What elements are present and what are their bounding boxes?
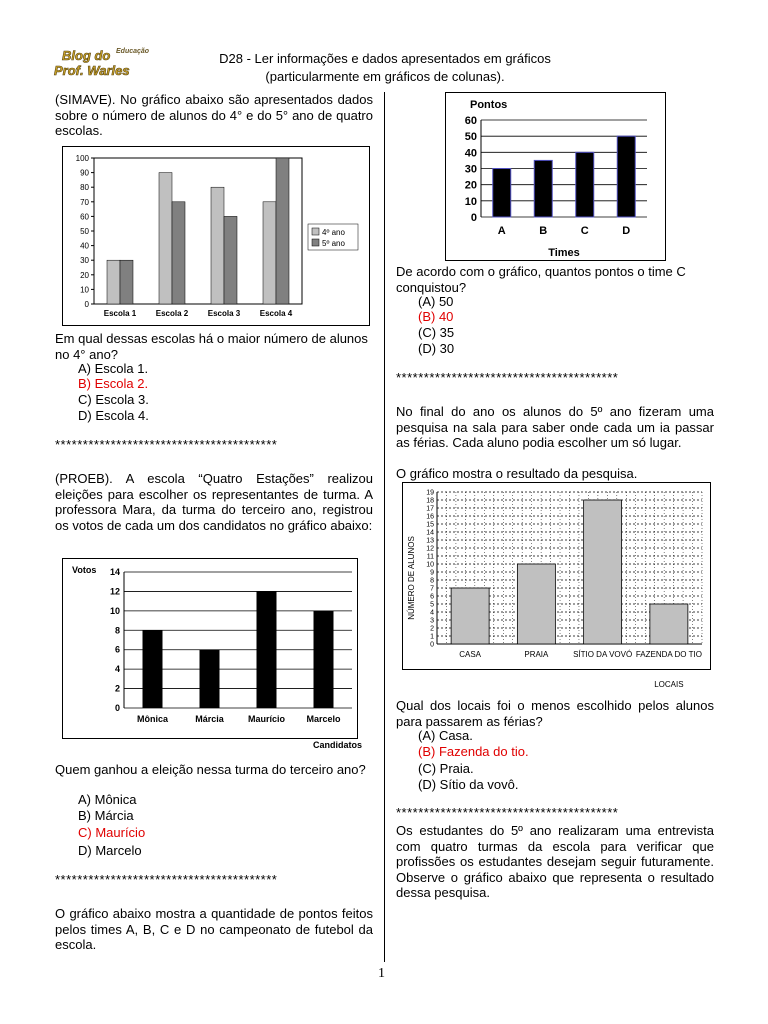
chart-frame — [63, 559, 358, 739]
q1-option-d[interactable]: D) Escola 4. — [78, 408, 149, 423]
y-axis-title: NÚMERO DE ALUNOS — [407, 536, 416, 620]
bar — [159, 173, 172, 304]
q2-option-a[interactable]: A) Mônica — [78, 792, 137, 807]
bar — [493, 169, 511, 218]
q1-option-a[interactable]: A) Escola 1. — [78, 361, 149, 376]
bar — [534, 160, 552, 217]
q4-option-d[interactable]: (D) Sítio da vovô. — [418, 777, 519, 792]
chart-votes — [62, 558, 366, 757]
y-tick-label: 2 — [114, 683, 120, 694]
legend-swatch — [312, 239, 319, 246]
q3-text: O gráfico abaixo mostra a quantidade de pontos feitos pelos times A, B, C e D no campeonato de futebol da escola. — [55, 906, 373, 952]
y-tick-label: 6 — [430, 593, 434, 601]
x-tick-label: D — [622, 225, 631, 237]
y-tick-label: 70 — [80, 197, 89, 207]
q4-option-a[interactable]: (A) Casa. — [418, 728, 473, 743]
y-tick-label: 15 — [426, 521, 434, 529]
page-subtitle: (particularmente em gráficos de colunas). — [265, 69, 505, 84]
bar — [120, 260, 133, 304]
y-tick-label: 30 — [464, 163, 477, 176]
bar — [576, 152, 594, 217]
legend-label: 4º ano — [322, 228, 345, 237]
y-tick-label: 20 — [80, 270, 89, 280]
y-tick-label: 10 — [80, 285, 89, 295]
x-tick-label: Escola 3 — [207, 309, 241, 318]
y-axis-title: Pontos — [470, 99, 508, 111]
bar — [200, 650, 220, 708]
legend-label: 5º ano — [322, 239, 345, 248]
y-tick-label: 7 — [430, 585, 434, 593]
q2-option-d[interactable]: D) Marcelo — [78, 843, 142, 858]
y-tick-label: 14 — [426, 529, 434, 537]
q4-option-b[interactable]: (B) Fazenda do tio. — [418, 744, 529, 759]
y-tick-label: 8 — [114, 625, 120, 636]
y-tick-label: 20 — [464, 179, 477, 192]
y-tick-label: 50 — [464, 131, 477, 144]
y-tick-label: 30 — [80, 256, 89, 266]
bar — [617, 136, 635, 217]
y-tick-label: 19 — [426, 489, 434, 497]
x-tick-label: Maurício — [247, 714, 286, 724]
q1-text: (SIMAVE). No gráfico abaixo são apresentados dados sobre o número de alunos do 4° e do 5° ano de quatro escolas. — [55, 92, 373, 138]
y-tick-label: 0 — [470, 212, 477, 224]
x-tick-label: C — [580, 225, 589, 237]
separator: **************************************** — [396, 805, 619, 820]
separator: **************************************** — [55, 437, 278, 452]
y-axis-title: Votos — [72, 565, 97, 575]
q2-text: (PROEB). A escola “Quatro Estações” realizou eleições para escolher os representantes de turma. A professora Mara, da turma do terceiro ano, registrou os votos de cada um dos candidatos no gráfico abaixo: — [55, 471, 373, 533]
separator: **************************************** — [396, 370, 619, 385]
y-tick-label: 100 — [75, 154, 89, 163]
x-tick-label: Escola 4 — [259, 309, 293, 318]
y-tick-label: 10 — [426, 561, 434, 569]
y-tick-label: 1 — [430, 633, 434, 641]
x-tick-label: Marcelo — [306, 714, 341, 724]
y-tick-label: 17 — [426, 505, 434, 513]
y-tick-label: 12 — [109, 586, 120, 597]
x-axis-title: LOCAIS — [654, 680, 684, 689]
q2-option-b[interactable]: B) Márcia — [78, 808, 134, 823]
q1-question: Em qual dessas escolas há o maior número de alunos no 4° ano? — [55, 331, 368, 362]
x-tick-label: Escola 1 — [103, 309, 137, 318]
x-tick-label: Escola 2 — [155, 309, 189, 318]
y-tick-label: 13 — [426, 537, 434, 545]
q2-question: Quem ganhou a eleição nessa turma do terceiro ano? — [55, 762, 366, 777]
x-tick-label: Mônica — [136, 714, 169, 724]
y-tick-label: 5 — [430, 601, 434, 609]
x-tick-label: PRAIA — [524, 650, 549, 659]
y-tick-label: 0 — [114, 703, 120, 713]
x-tick-label: FAZENDA DO TIO — [635, 650, 702, 659]
legend-swatch — [312, 228, 319, 235]
separator: **************************************** — [55, 872, 278, 887]
y-tick-label: 60 — [80, 212, 89, 222]
bar — [143, 630, 163, 708]
logo-tag: Educação — [116, 48, 150, 55]
bar — [263, 202, 276, 304]
y-tick-label: 60 — [464, 115, 477, 127]
logo-line1: Blog do — [62, 48, 111, 63]
y-tick-label: 40 — [464, 147, 477, 160]
y-tick-label: 9 — [430, 569, 434, 577]
y-tick-label: 80 — [80, 183, 89, 193]
x-tick-label: B — [539, 225, 548, 237]
bar — [314, 611, 334, 708]
bar — [211, 187, 224, 304]
q1-option-b[interactable]: B) Escola 2. — [78, 376, 149, 391]
bar — [451, 588, 489, 644]
x-axis-title: Candidatos — [312, 740, 362, 750]
blog-logo — [50, 44, 150, 78]
bar — [650, 604, 688, 644]
bar — [257, 591, 277, 708]
page-title: D28 - Ler informações e dados apresentados em gráficos — [219, 51, 551, 66]
column-divider — [384, 92, 385, 962]
y-tick-label: 16 — [426, 513, 434, 521]
y-tick-label: 4 — [114, 664, 120, 675]
y-tick-label: 14 — [109, 567, 120, 577]
bar — [107, 260, 120, 304]
bar — [517, 564, 555, 644]
y-tick-label: 3 — [430, 617, 434, 625]
chart-points — [445, 92, 667, 267]
q1-option-c[interactable]: C) Escola 3. — [78, 392, 149, 407]
y-tick-label: 18 — [426, 497, 434, 505]
y-tick-label: 0 — [84, 300, 89, 309]
y-tick-label: 2 — [430, 625, 434, 633]
q4-option-c[interactable]: (C) Praia. — [418, 761, 474, 776]
y-tick-label: 10 — [109, 605, 120, 616]
q4-question: Qual dos locais foi o menos escolhido pelos alunos para passarem as férias? — [396, 698, 714, 729]
x-axis-title: Times — [548, 247, 580, 259]
y-tick-label: 4 — [430, 609, 434, 617]
q3-question: De acordo com o gráfico, quantos pontos o time C conquistou? — [396, 264, 686, 295]
bar — [276, 158, 289, 304]
q5-text: Os estudantes do 5º ano realizaram uma entrevista com quatro turmas da escola para verificar que profissões os estudantes desejam seguir futuramente. Observe o gráfico abaixo que representa o resultado dessa pesquisa. — [396, 823, 714, 900]
y-tick-label: 0 — [430, 641, 434, 649]
y-tick-label: 50 — [80, 227, 89, 236]
chart-schools — [62, 146, 370, 331]
q3-option-b[interactable]: (B) 40 — [418, 309, 454, 324]
q3-option-d[interactable]: (D) 30 — [418, 341, 455, 356]
x-tick-label: A — [497, 225, 506, 237]
y-tick-label: 10 — [464, 195, 477, 208]
q2-option-c[interactable]: C) Maurício — [78, 825, 146, 840]
y-tick-label: 6 — [114, 644, 120, 655]
logo-line2: Prof. Warles — [54, 63, 130, 78]
y-tick-label: 40 — [80, 241, 89, 251]
y-tick-label: 12 — [426, 545, 434, 553]
page-number: 1 — [378, 966, 385, 981]
y-tick-label: 90 — [80, 168, 89, 178]
bar — [172, 202, 185, 304]
q4-text: No final do ano os alunos do 5º ano fizeram uma pesquisa na sala para saber onde cada um ia passar as férias. Cada aluno podia escolher um só lugar. — [396, 404, 714, 450]
bar — [584, 500, 622, 644]
x-tick-label: Márcia — [195, 714, 224, 724]
q3-option-a[interactable]: (A) 50 — [418, 294, 454, 309]
chart-vacation — [402, 482, 712, 697]
q3-option-c[interactable]: (C) 35 — [418, 325, 455, 340]
y-tick-label: 11 — [426, 553, 434, 561]
q4-text2: O gráfico mostra o resultado da pesquisa. — [396, 466, 638, 481]
x-tick-label: CASA — [459, 650, 482, 659]
bar — [224, 216, 237, 304]
y-tick-label: 8 — [430, 577, 434, 585]
x-tick-label: SÍTIO DA VOVÓ — [573, 650, 633, 659]
